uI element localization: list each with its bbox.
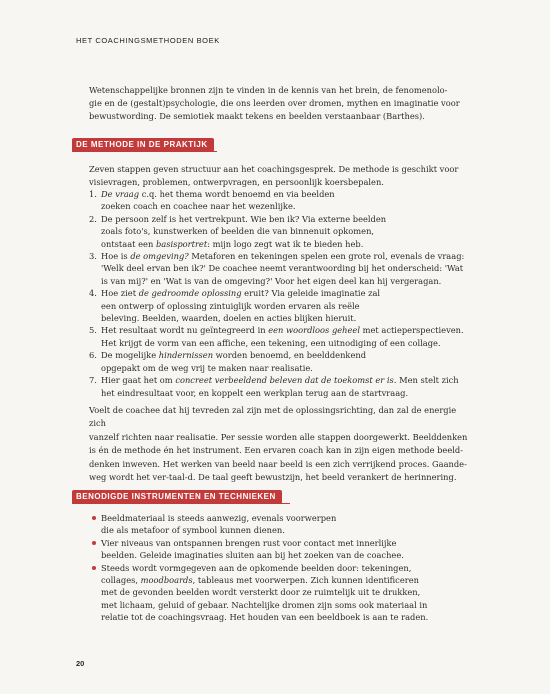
text-line: beelden. Geleide imaginaties sluiten aan bij het zoeken van de coachee. [101, 550, 404, 561]
text-line: De vraag c.q. het thema wordt benoemd en via beelden [101, 189, 335, 199]
bullet-item [92, 512, 477, 537]
step-item [89, 287, 479, 324]
text-line: Steeds wordt vormgegeven aan de opkomende beelden door: tekeningen, [101, 562, 412, 573]
running-head: HET COACHINGSMETHODEN BOEK [76, 36, 220, 45]
text-line: Hoe ziet de gedroomde oplossing eruit? Via geleide imaginatie zal [101, 288, 381, 299]
step-number: 4. [89, 288, 97, 299]
text-line: het eindresultaat voor, en koppelt een werkplan terug aan de startvraag. [101, 387, 409, 398]
page-number: 20 [76, 659, 85, 668]
lead-line: visievragen, problemen, ontwerpvragen, en persoonlijk koersbepalen. [89, 177, 384, 187]
step-number: 2. [89, 213, 97, 224]
closing-line: vanzelf richten naar realisatie. Per sessie worden alle stappen doorgewerkt. Beelddenken [89, 431, 468, 442]
step-item [89, 213, 479, 250]
text-line: Het krijgt de vorm van een affiche, een tekening, een uitnodiging of een collage. [101, 337, 441, 348]
text-line: Het resultaat wordt nu geïntegreerd in een woordloos geheel met actieperspectieven. [101, 325, 464, 336]
step-item [89, 188, 479, 213]
text-line: De mogelijke hindernissen worden benoemd, en beelddenkend [101, 350, 367, 361]
step-number: 7. [89, 375, 97, 386]
section-lead-paragraph [89, 163, 474, 189]
closing-line: is én de methode én het instrument. Een ervaren coach kan in zijn eigen methode beeld- [89, 445, 464, 456]
bullet-dot-icon [92, 566, 96, 570]
section-heading-rule [72, 503, 290, 504]
step-number: 3. [89, 251, 97, 262]
text-line: 'Welk deel ervan ben ik?' De coachee neemt verantwoording bij het onderscheid: 'Wat [101, 263, 464, 274]
section-heading-methode: DE METHODE IN DE PRAKTIJK [72, 138, 214, 152]
intro-line: Wetenschappelijke bronnen zijn te vinden in de kennis van het brein, de fenomenolo- [89, 85, 448, 95]
closing-line: denken inweven. Het werken van beeld naar beeld is een zich verrijkend proces. Gaande- [89, 458, 467, 469]
bullet-item [92, 537, 477, 562]
step-number: 1. [89, 189, 97, 199]
closing-paragraph [89, 404, 474, 484]
intro-line: bewustwording. De semiotiek maakt tekens en beelden verstaanbaar (Barthes). [89, 111, 425, 121]
bullet-item [92, 562, 477, 624]
bullet-dot-icon [92, 541, 96, 545]
text-line: De persoon zelf is het vertrekpunt. Wie ben ik? Via externe beelden [101, 213, 387, 224]
text-line: Hier gaat het om concreet verbeeldend beleven dat de toekomst er is. Men stelt zich [101, 375, 459, 386]
steps-list [89, 188, 479, 399]
text-line: beleving. Beelden, waarden, doelen en acties blijken hieruit. [101, 313, 357, 324]
step-item [89, 349, 479, 374]
step-item [89, 324, 479, 349]
text-line: opgepakt om de weg vrij te maken naar realisatie. [101, 362, 313, 373]
closing-line: Voelt de coachee dat hij tevreden zal zijn met de oplossingsrichting, dan zal de energie zich [89, 405, 457, 429]
lead-line: Zeven stappen geven structuur aan het coachingsgesprek. De methode is geschikt voor [89, 164, 459, 174]
text-line: is van mij?' en 'Wat is van de omgeving?' Voor het eigen deel kan hij vergeragan. [101, 275, 442, 286]
step-number: 5. [89, 325, 97, 336]
step-number: 6. [89, 350, 97, 361]
text-line: met de gevonden beelden wordt versterkt door ze ruimtelijk uit te drukken, [101, 587, 421, 598]
text-line: relatie tot de coachingsvraag. Het houden van een beeldboek is aan te raden. [101, 612, 429, 623]
text-line: Vier niveaus van ontspannen brengen rust voor contact met innerlijke [101, 537, 397, 548]
intro-paragraph [89, 84, 474, 123]
text-line: collages, moodboards, tableaus met voorwerpen. Zich kunnen identificeren [101, 575, 419, 586]
step-item [89, 374, 479, 399]
bullet-dot-icon [92, 516, 96, 520]
step-item [89, 250, 479, 287]
text-line: Hoe is de omgeving? Metaforen en tekeningen spelen een grote rol, evenals de vraag: [101, 251, 465, 262]
text-line: Beeldmateriaal is steeds aanwezig, evenals voorwerpen [101, 513, 337, 523]
text-line: een ontwerp of oplossing zintuiglijk worden ervaren als reële [101, 300, 360, 311]
text-line: zoals foto's, kunstwerken of beelden die van binnenuit opkomen, [101, 226, 375, 237]
text-line: zoeken coach en coachee naar het wezenlijke. [101, 201, 296, 212]
text-line: ontstaat een basisportret: mijn logo zegt wat ik te bieden heb. [101, 238, 364, 249]
section-heading-instrumenten: BENODIGDE INSTRUMENTEN EN TECHNIEKEN [72, 490, 282, 504]
text-line: met lichaam, geluid of gebaar. Nachtelijke dromen zijn soms ook materiaal in [101, 599, 428, 610]
intro-line: gie en de (gestalt)psychologie, die ons leerden over dromen, mythen en imaginatie voor [89, 98, 460, 108]
tools-bullet-list [92, 512, 477, 624]
section-heading-rule [72, 151, 217, 152]
text-line: die als metafoor of symbool kunnen dienen. [101, 525, 285, 536]
closing-line: weg wordt het ver-taal-d. De taal geeft bewustzijn, het beeld verankert de herinnering. [89, 472, 457, 483]
